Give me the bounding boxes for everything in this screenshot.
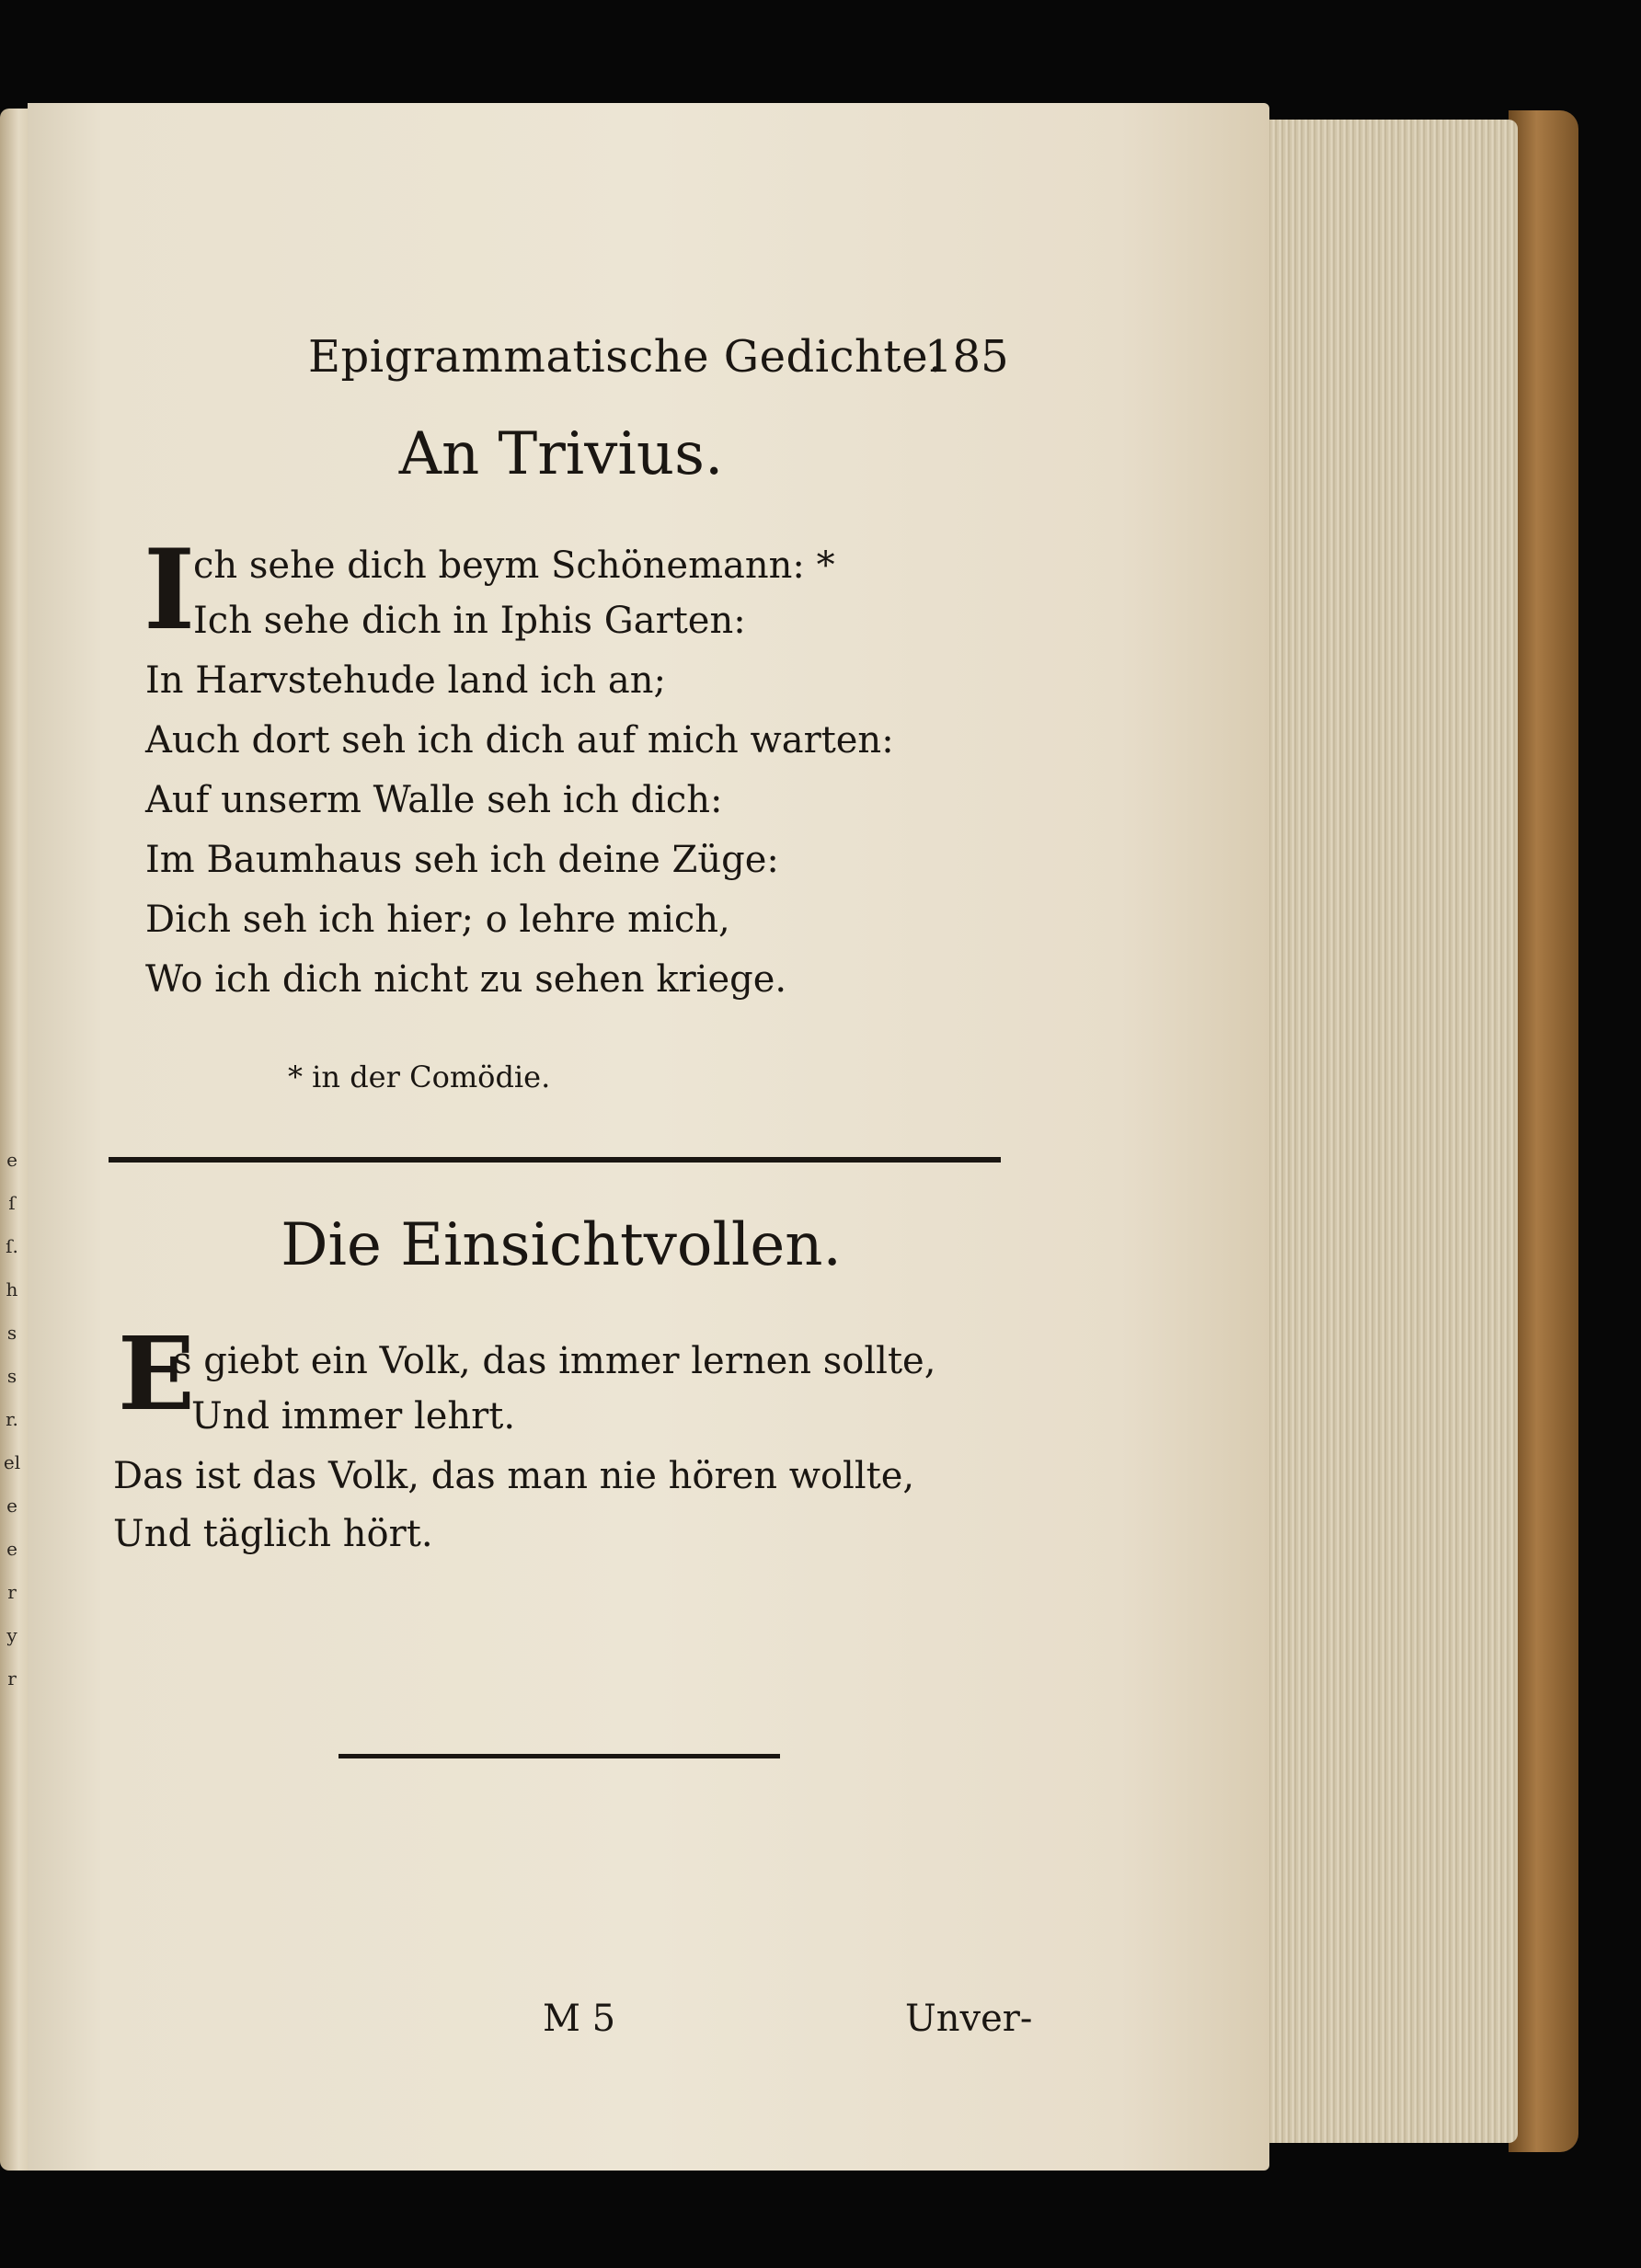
fragment: r <box>7 1581 17 1603</box>
poem-line: Ich sehe dich in Iphis Garten: <box>193 600 746 642</box>
end-rule <box>339 1754 780 1758</box>
poem-line: Dich seh ich hier; o lehre mich, <box>145 899 730 941</box>
fragment: h <box>6 1278 18 1300</box>
fragment: r <box>7 1667 17 1690</box>
signature-mark: M 5 <box>543 1998 616 2040</box>
previous-page-text-fragments <box>2 1139 22 1701</box>
poem-line: Das ist das Volk, das man nie hören wollte, <box>113 1455 915 1497</box>
poem-line: Wo ich dich nicht zu sehen kriege. <box>145 958 787 1001</box>
fragment: ſ <box>8 1192 16 1214</box>
running-head: Epigrammatische Gedichte. <box>308 331 943 383</box>
poem-line: Auf unserm Walle seh ich dich: <box>145 779 723 821</box>
page-block-fore-edge <box>1233 120 1518 2143</box>
page-number: 185 <box>924 331 1009 383</box>
poem-line: ch sehe dich beym Schönemann: * <box>193 544 835 587</box>
drop-capital: I <box>143 525 196 655</box>
drop-capital: E <box>118 1314 195 1433</box>
fragment: e <box>6 1149 17 1171</box>
previous-page-edge <box>0 109 31 2171</box>
poem-line: s giebt ein Volk, das immer lernen sollte, <box>173 1340 936 1382</box>
book-page <box>28 103 1269 2171</box>
fragment: s <box>6 1322 17 1344</box>
section-divider <box>109 1157 1001 1163</box>
poem-title: Die Einsichtvollen. <box>281 1211 842 1279</box>
catchword: Unver- <box>905 1998 1033 2040</box>
poem-line: Und immer lehrt. <box>191 1395 516 1438</box>
fragment: r. <box>6 1408 18 1430</box>
fragment: e <box>6 1538 17 1560</box>
fragment: y <box>6 1624 17 1646</box>
poem-title: An Trivius. <box>398 420 724 488</box>
footnote: * in der Comödie. <box>288 1060 551 1094</box>
poem-line: Auch dort seh ich dich auf mich warten: <box>145 719 894 762</box>
fragment: e <box>6 1495 17 1517</box>
poem-line: Im Baumhaus seh ich deine Züge: <box>145 839 779 881</box>
book-cover-board <box>1509 110 1578 2152</box>
fragment: el <box>3 1451 21 1473</box>
poem-line: In Harvstehude land ich an; <box>145 659 666 702</box>
poem-line: Und täglich hört. <box>113 1513 433 1555</box>
fragment: ſ. <box>6 1235 18 1257</box>
fragment: s <box>6 1365 17 1387</box>
